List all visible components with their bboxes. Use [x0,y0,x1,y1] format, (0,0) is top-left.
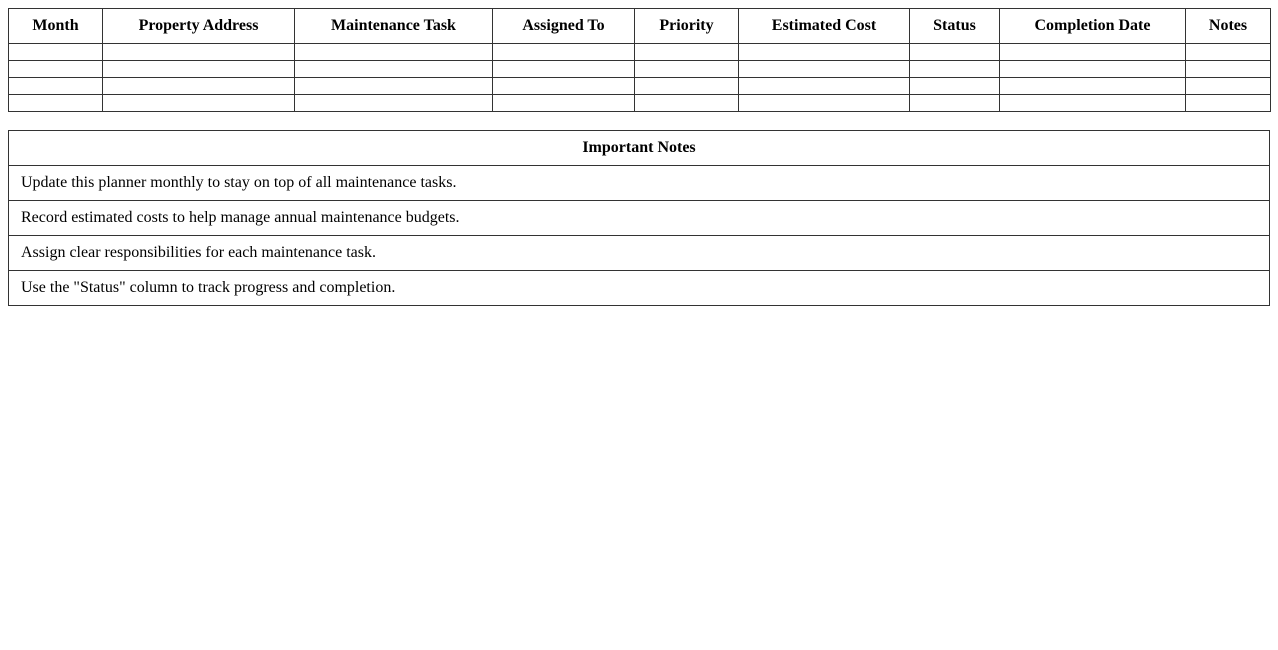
notes-header-row [9,131,1270,166]
cell-priority[interactable] [635,95,739,112]
cell-month[interactable] [9,95,103,112]
cell-priority[interactable] [635,78,739,95]
column-header-completion-date: Completion Date [1000,9,1186,44]
cell-notes[interactable] [1186,44,1271,61]
notes-title: Important Notes [9,131,1270,166]
cell-completion-date[interactable] [1000,61,1186,78]
cell-priority[interactable] [635,44,739,61]
column-header-assigned-to: Assigned To [493,9,635,44]
cell-month[interactable] [9,61,103,78]
cell-property-address[interactable] [103,44,295,61]
column-header-status: Status [910,9,1000,44]
column-header-priority: Priority [635,9,739,44]
note-item: Use the "Status" column to track progress and completion. [9,271,1270,306]
table-row [9,44,1271,61]
table-row [9,78,1271,95]
cell-status[interactable] [910,44,1000,61]
cell-priority[interactable] [635,61,739,78]
cell-notes[interactable] [1186,78,1271,95]
cell-status[interactable] [910,95,1000,112]
cell-estimated-cost[interactable] [739,78,910,95]
note-row [9,271,1270,306]
column-header-notes: Notes [1186,9,1271,44]
note-row [9,236,1270,271]
important-notes-table [8,130,1270,306]
table-row [9,95,1271,112]
cell-assigned-to[interactable] [493,44,635,61]
cell-status[interactable] [910,78,1000,95]
planner-header-row [9,9,1271,44]
table-row [9,61,1271,78]
note-item: Record estimated costs to help manage annual maintenance budgets. [9,201,1270,236]
note-item: Update this planner monthly to stay on top of all maintenance tasks. [9,166,1270,201]
maintenance-planner-table [8,8,1271,112]
cell-completion-date[interactable] [1000,78,1186,95]
cell-completion-date[interactable] [1000,44,1186,61]
cell-notes[interactable] [1186,95,1271,112]
cell-estimated-cost[interactable] [739,95,910,112]
cell-month[interactable] [9,78,103,95]
cell-maintenance-task[interactable] [295,95,493,112]
cell-notes[interactable] [1186,61,1271,78]
cell-maintenance-task[interactable] [295,78,493,95]
cell-assigned-to[interactable] [493,95,635,112]
column-header-estimated-cost: Estimated Cost [739,9,910,44]
cell-completion-date[interactable] [1000,95,1186,112]
cell-maintenance-task[interactable] [295,61,493,78]
cell-estimated-cost[interactable] [739,61,910,78]
cell-status[interactable] [910,61,1000,78]
cell-maintenance-task[interactable] [295,44,493,61]
cell-assigned-to[interactable] [493,78,635,95]
cell-estimated-cost[interactable] [739,44,910,61]
note-row [9,201,1270,236]
column-header-month: Month [9,9,103,44]
column-header-property-address: Property Address [103,9,295,44]
column-header-maintenance-task: Maintenance Task [295,9,493,44]
cell-assigned-to[interactable] [493,61,635,78]
cell-month[interactable] [9,44,103,61]
note-row [9,166,1270,201]
cell-property-address[interactable] [103,78,295,95]
note-item: Assign clear responsibilities for each maintenance task. [9,236,1270,271]
cell-property-address[interactable] [103,61,295,78]
cell-property-address[interactable] [103,95,295,112]
